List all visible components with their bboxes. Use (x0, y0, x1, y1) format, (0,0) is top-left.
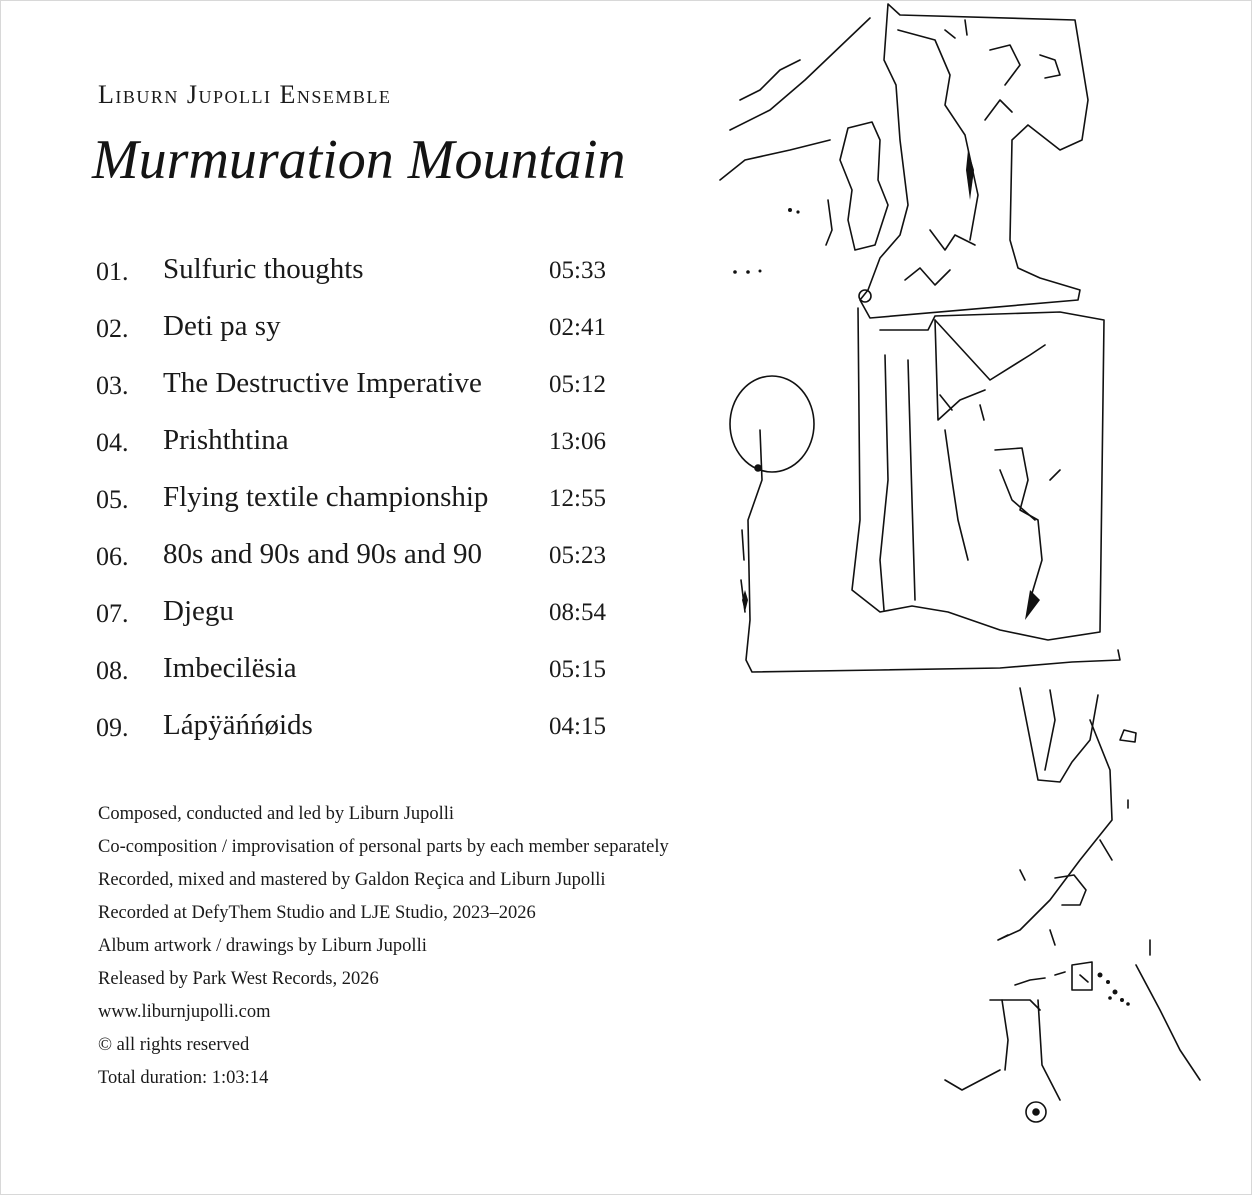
track-number: 06. (96, 542, 129, 571)
track-row (96, 647, 616, 704)
track-title: 80s and 90s and 90s and 90 (163, 538, 482, 570)
track-duration: 05:12 (549, 371, 606, 398)
track-row (96, 362, 616, 419)
track-duration: 05:33 (549, 257, 606, 284)
track-title: Imbecilësia (163, 652, 297, 684)
credit-line: Recorded at DefyThem Studio and LJE Studio, 2023–2026 (98, 903, 536, 923)
track-number: 02. (96, 314, 129, 343)
track-title: The Destructive Imperative (163, 367, 482, 399)
track-duration: 08:54 (549, 599, 606, 626)
track-title: Flying textile championship (163, 481, 489, 513)
tracklist (96, 248, 616, 761)
credit-line: Released by Park West Records, 2026 (98, 969, 379, 989)
copyright-line: © all rights reserved (98, 1035, 250, 1055)
track-row (96, 704, 616, 761)
track-title: Sulfuric thoughts (163, 253, 364, 285)
track-number: 05. (96, 485, 129, 514)
track-number: 01. (96, 257, 129, 286)
track-row (96, 419, 616, 476)
track-number: 04. (96, 428, 129, 457)
track-duration: 13:06 (549, 428, 606, 455)
track-number: 07. (96, 599, 129, 628)
artist-name: Liburn Jupolli Ensemble (98, 80, 392, 109)
total-duration: Total duration: 1:03:14 (98, 1068, 269, 1088)
track-row (96, 476, 616, 533)
credit-line: Composed, conducted and led by Liburn Jupolli (98, 804, 455, 824)
track-row (96, 305, 616, 362)
credit-line: Co-composition / improvisation of personal parts by each member separately (98, 837, 669, 857)
track-row (96, 533, 616, 590)
track-number: 08. (96, 656, 129, 685)
credits-block (98, 798, 669, 1062)
track-title: Deti pa sy (163, 310, 281, 342)
track-title: Djegu (163, 595, 234, 627)
credit-line: Recorded, mixed and mastered by Galdon Reçica and Liburn Jupolli (98, 870, 606, 890)
track-title: Prishthtina (163, 424, 289, 456)
track-row (96, 248, 616, 305)
line-drawing-artwork (700, 0, 1254, 1197)
track-number: 09. (96, 713, 129, 742)
track-duration: 02:41 (549, 314, 606, 341)
track-duration: 05:15 (549, 656, 606, 683)
website-link[interactable]: www.liburnjupolli.com (98, 1002, 271, 1022)
track-duration: 12:55 (549, 485, 606, 512)
credit-line: Album artwork / drawings by Liburn Jupolli (98, 936, 427, 956)
track-duration: 05:23 (549, 542, 606, 569)
track-duration: 04:15 (549, 713, 606, 740)
track-number: 03. (96, 371, 129, 400)
track-title: Lápÿäńńøids (163, 709, 313, 741)
track-row (96, 590, 616, 647)
album-title: Murmuration Mountain (92, 129, 626, 191)
